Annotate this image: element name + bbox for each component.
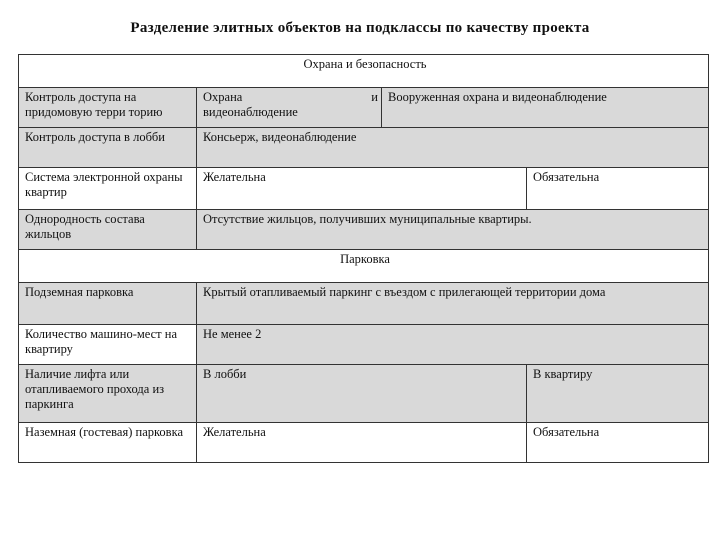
cell-underground-value: Крытый отапливаемый паркинг с въездом с прилегающей территории дома — [197, 283, 709, 325]
cell-electronic-col3: Обязательна — [527, 168, 709, 210]
table-row — [19, 283, 709, 325]
cell-territory-col2-c: видеонаблюдение — [203, 105, 298, 119]
cell-electronic-col2: Желательна — [197, 168, 527, 210]
table-row — [19, 88, 709, 128]
row-label-territory: Контроль доступа на придомовую терри торию — [19, 88, 197, 128]
page-title: Разделение элитных объектов на подклассы по качеству проекта — [130, 20, 590, 36]
section-header-security: Охрана и безопасность — [19, 55, 709, 88]
table-row — [19, 210, 709, 250]
section-header-row-parking — [19, 250, 709, 283]
table-row — [19, 325, 709, 365]
row-label-underground: Подземная парковка — [19, 283, 197, 325]
row-label-homogeneity: Однородность состава жильцов — [19, 210, 197, 250]
cell-territory-col2-b: и — [371, 90, 378, 104]
table-row — [19, 423, 709, 463]
section-header-parking: Парковка — [19, 250, 709, 283]
row-label-lobby: Контроль доступа в лобби — [19, 128, 197, 168]
cell-homogeneity-value: Отсутствие жильцов, получивших муниципальные квартиры. — [197, 210, 709, 250]
section-header-row-security — [19, 55, 709, 88]
row-label-spaces: Количество машино-мест на квартиру — [19, 325, 197, 365]
row-label-ground: Наземная (гостевая) парковка — [19, 423, 197, 463]
cell-spaces-value: Не менее 2 — [197, 325, 709, 365]
cell-elevator-col2: В лобби — [197, 365, 527, 423]
cell-territory-col2-a: Охрана — [203, 90, 243, 104]
cell-territory-col2 — [197, 88, 382, 128]
cell-territory-col3: Вооруженная охрана и видеонаблюдение — [382, 88, 709, 128]
classification-table — [18, 54, 709, 463]
table-row — [19, 365, 709, 423]
cell-lobby-value: Консьерж, видеонаблюдение — [197, 128, 709, 168]
table-row — [19, 168, 709, 210]
cell-ground-col3: Обязательна — [527, 423, 709, 463]
table-row — [19, 128, 709, 168]
row-label-elevator: Наличие лифта или отапливаемого прохода из паркинга — [19, 365, 197, 423]
row-label-electronic: Система электронной охраны квартир — [19, 168, 197, 210]
cell-elevator-col3: В квартиру — [527, 365, 709, 423]
cell-ground-col2: Желательна — [197, 423, 527, 463]
